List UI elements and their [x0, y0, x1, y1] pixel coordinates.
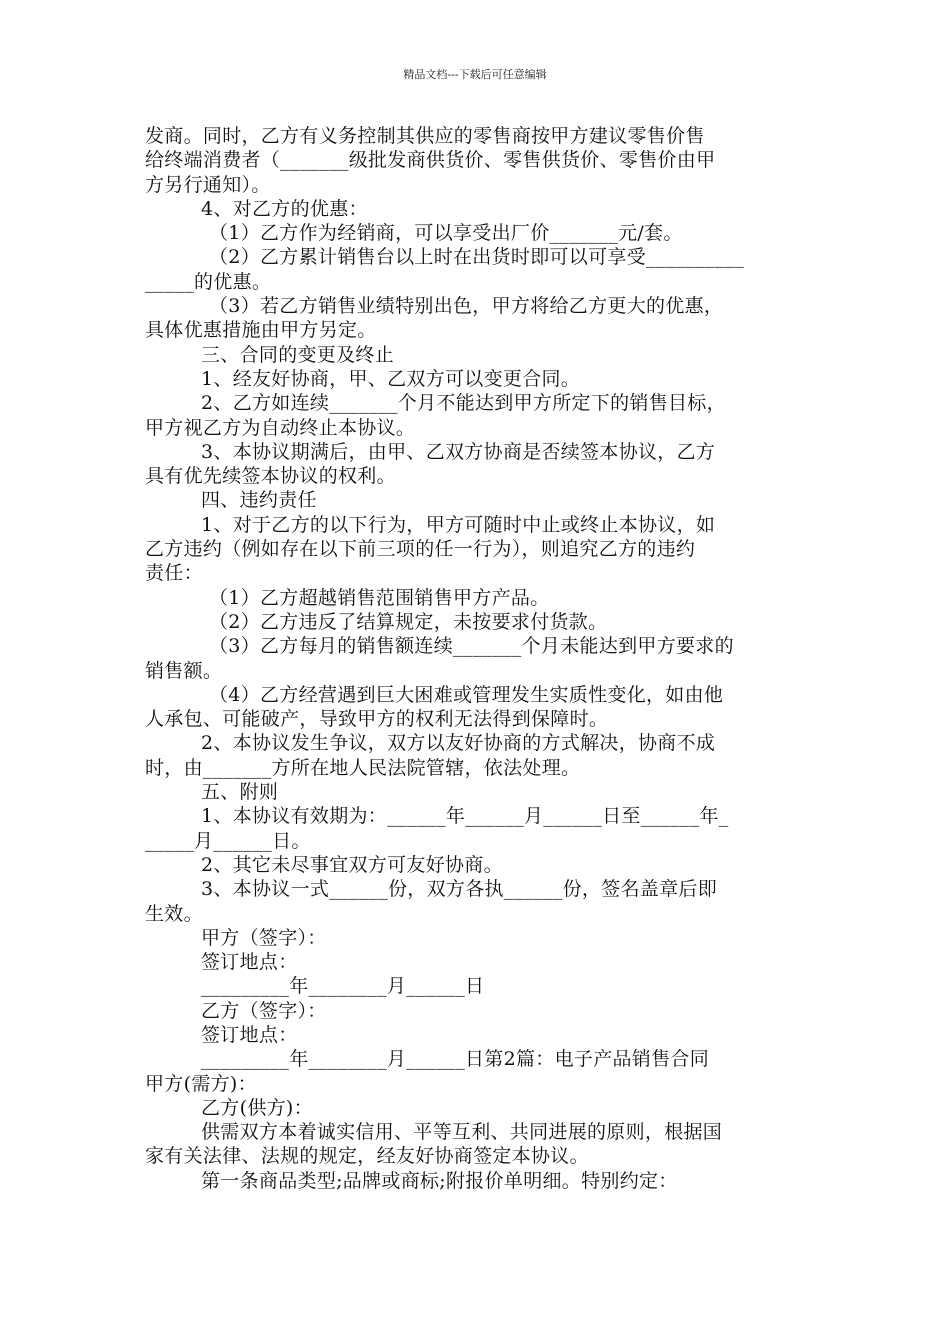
- text-line: 2、本协议发生争议，双方以友好协商的方式解决，协商不成: [201, 732, 716, 755]
- text-line: 具有优先续签本协议的权利。: [145, 465, 396, 488]
- text-line: （2）乙方累计销售台以上时在出货时即可以可享受__________: [209, 246, 744, 269]
- text-line: 供需双方本着诚实信用、平等互利、共同进展的原则，根据国: [201, 1121, 723, 1144]
- text-line: 给终端消费者（_______级批发商供货价、零售供货价、零售价由甲: [145, 149, 716, 172]
- text-line: 四、违约责任: [201, 489, 317, 512]
- text-line: 1、经友好协商，甲、乙双方可以变更合同。: [201, 367, 581, 390]
- text-line: 乙方违约（例如存在以下前三项的任一行为），则追究乙方的违约: [145, 538, 696, 561]
- text-line: 三、合同的变更及终止: [201, 343, 395, 366]
- text-line: 第一条商品类型;品牌或商标;附报价单明细。特别约定：: [201, 1169, 678, 1192]
- text-line: _________年________月______日: [201, 975, 485, 998]
- text-line: 生效。: [145, 902, 203, 925]
- document-body: [145, 124, 815, 1193]
- text-line: 方另行通知）。: [145, 173, 271, 196]
- text-line: 3、本协议期满后，由甲、乙双方协商是否续签本协议，乙方: [201, 440, 716, 463]
- text-line: 甲方（签字）：: [201, 926, 327, 949]
- text-line: 发商。同时，乙方有义务控制其供应的零售商按甲方建议零售价售: [145, 125, 705, 147]
- text-line: _____月______日。: [145, 829, 311, 852]
- text-line: 1、本协议有效期为：______年______月______日至______年_: [201, 805, 729, 828]
- text-line: _________年________月______日第2篇：电子产品销售合同: [201, 1048, 709, 1071]
- text-line: _____的优惠。: [145, 270, 272, 293]
- text-line: 五、附则: [201, 781, 279, 804]
- text-line: 人承包、可能破产，导致甲方的权利无法得到保障时。: [145, 708, 609, 731]
- text-line: 3、本协议一式______份，双方各执______份，签名盖章后即: [201, 878, 717, 901]
- text-line: 签订地点：: [201, 1023, 298, 1046]
- text-line: 4、对乙方的优惠：: [201, 197, 368, 220]
- text-line: 甲方视乙方为自动终止本协议。: [145, 416, 416, 439]
- text-line: 甲方(需方)：: [145, 1072, 257, 1095]
- text-line: （1）乙方作为经销商，可以享受出厂价_______元/套。: [209, 222, 683, 245]
- text-line: 2、乙方如连续_______个月不能达到甲方所定下的销售目标，: [201, 392, 726, 415]
- text-line: 2、其它未尽事宜双方可友好协商。: [201, 853, 503, 876]
- text-line: （3）若乙方销售业绩特别出色，甲方将给乙方更大的优惠，: [209, 295, 724, 318]
- text-line: 1、对于乙方的以下行为，甲方可随时中止或终止本协议，如: [201, 513, 716, 536]
- text-line: 家有关法律、法规的规定，经友好协商签定本协议。: [145, 1145, 589, 1168]
- text-line: （3）乙方每月的销售额连续_______个月未能达到甲方要求的: [209, 635, 734, 658]
- text-line: 乙方（签字）：: [201, 999, 327, 1022]
- text-line: 销售额。: [145, 659, 223, 682]
- text-line: 责任：: [145, 562, 203, 585]
- text-line: （2）乙方违反了结算规定，未按要求付货款。: [209, 610, 608, 633]
- text-line: 时，由_______方所在地人民法院管辖，依法处理。: [145, 756, 581, 779]
- text-line: （4）乙方经营遇到巨大困难或管理发生实质性变化，如由他: [209, 683, 724, 706]
- text-line: （1）乙方超越销售范围销售甲方产品。: [209, 586, 550, 609]
- text-line: 具体优惠措施由甲方另定。: [145, 319, 377, 342]
- page-header: 精品文档---下载后可任意编辑: [403, 68, 547, 81]
- text-line: 乙方(供方)：: [201, 1096, 313, 1119]
- text-line: 签订地点：: [201, 951, 298, 974]
